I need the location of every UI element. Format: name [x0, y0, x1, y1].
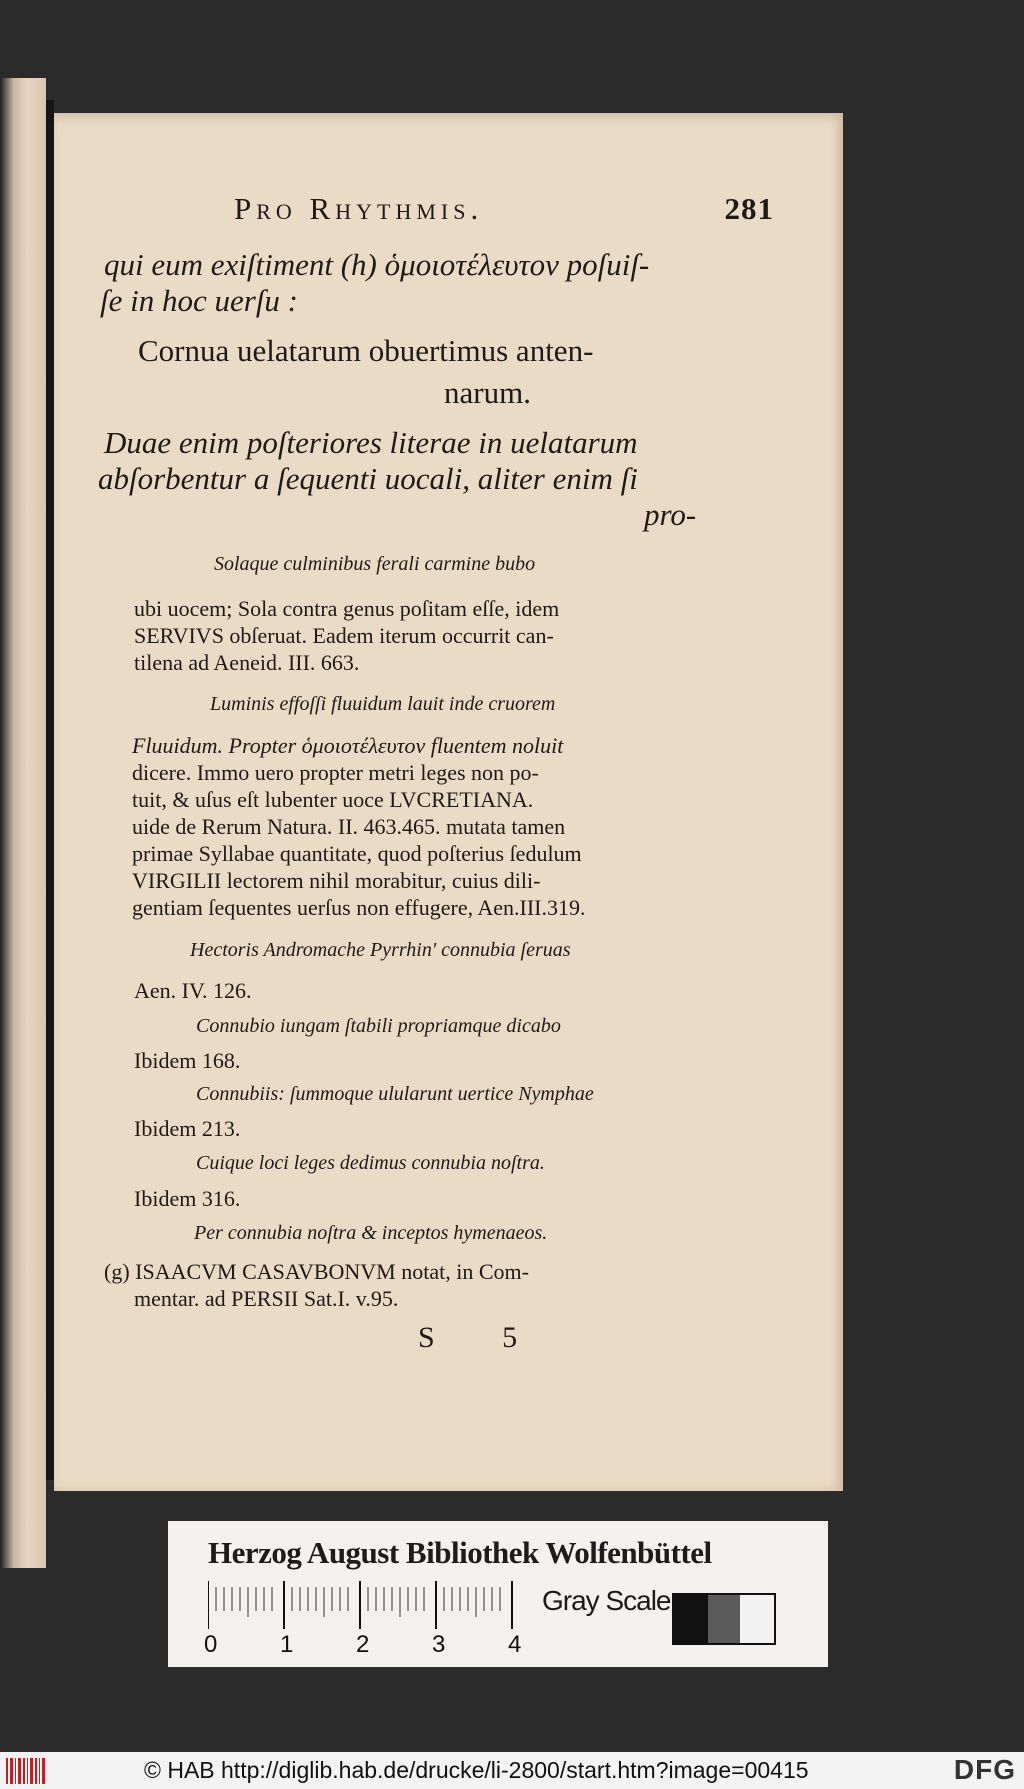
ruler-scale	[208, 1581, 548, 1629]
gray-swatch	[674, 1595, 708, 1643]
gray-swatch	[708, 1595, 740, 1643]
gray-scale-swatches	[672, 1593, 776, 1645]
note-line: Fluuidum. Propter ὁμοιοτέλευτον fluentem noluit	[132, 733, 564, 758]
note-line: Hectoris Andromache Pyrrhin' connubia ſeruas	[190, 939, 571, 961]
page-number: 281	[724, 191, 774, 226]
copyright-bar	[0, 1752, 1024, 1789]
note-line: Luminis effoſſi fluuidum lauit inde cruorem	[210, 693, 556, 715]
facing-page-edge	[0, 78, 46, 1568]
ruler-number: 1	[280, 1631, 294, 1658]
library-name: Herzog August Bibliothek Wolfenbüttel	[208, 1535, 712, 1570]
note-line: Ibidem 168.	[134, 1048, 241, 1073]
header-title: Pro Rhythmis.	[234, 191, 484, 226]
note-line: Aen. IV. 126.	[134, 978, 252, 1003]
main-line: ſe in hoc uerſu :	[100, 283, 299, 318]
note-line: dicere. Immo uero propter metri leges non po-	[132, 760, 539, 785]
note-line: (g) ISAACVM CASAVBONVM notat, in Com-	[104, 1259, 529, 1284]
main-line: Duae enim poſteriores literae in uelatarum	[104, 425, 638, 460]
barcode-icon	[6, 1758, 46, 1784]
note-line: gentiam ſequentes uerſus non effugere, Aen.III.319.	[132, 895, 586, 920]
note-line: Ibidem 316.	[134, 1186, 241, 1211]
signature-mark: S 5	[418, 1321, 548, 1354]
note-line: Ibidem 213.	[134, 1116, 241, 1141]
library-color-card	[168, 1521, 828, 1667]
note-line: Connubiis: ſummoque ulularunt uertice Nymphae	[196, 1083, 594, 1105]
note-line: Solaque culminibus ferali carmine bubo	[214, 553, 536, 575]
ruler-numbers	[204, 1631, 564, 1661]
copyright-link[interactable]: © HAB http://diglib.hab.de/drucke/li-2800/start.htm?image=00415	[144, 1757, 809, 1783]
note-line: Cuique loci leges dedimus connubia noſtra.	[196, 1152, 545, 1174]
note-line: VIRGILII lectorem nihil morabitur, cuius dili-	[132, 868, 541, 893]
running-header	[234, 191, 774, 231]
note-line: uide de Rerum Natura. II. 463.465. mutata tamen	[132, 814, 566, 839]
note-line: tilena ad Aeneid. III. 663.	[134, 650, 360, 675]
dfg-logo: DFG	[953, 1754, 1016, 1785]
ruler-number: 2	[356, 1631, 370, 1658]
gray-swatch	[740, 1595, 774, 1643]
gray-scale-label: Gray Scale	[542, 1585, 671, 1616]
note-line: SERVIVS obſeruat. Eadem iterum occurrit can-	[134, 623, 554, 648]
main-line: Cornua uelatarum obuertimus anten-	[138, 333, 594, 368]
ruler-number: 4	[508, 1631, 522, 1658]
ruler-number: 0	[204, 1631, 218, 1658]
ruler-number: 3	[432, 1631, 446, 1658]
main-line: qui eum exiſtiment (h) ὁμοιοτέλευτον poſuiſ-	[104, 247, 650, 282]
note-line: primae Syllabae quantitate, quod poſterius ſedulum	[132, 841, 582, 866]
book-page	[54, 113, 843, 1491]
note-line: Per connubia noſtra & inceptos hymenaeos.	[194, 1222, 548, 1244]
note-line: Connubio iungam ſtabili propriamque dicabo	[196, 1015, 561, 1037]
main-line: abſorbentur a ſequenti uocali, aliter enim ſi	[98, 461, 638, 496]
binding-shadow	[46, 100, 54, 1480]
main-line: narum.	[444, 375, 531, 410]
note-line: tuit, & uſus eſt lubenter uoce LVCRETIANA.	[132, 787, 534, 812]
main-line: pro-	[644, 497, 697, 532]
note-line: ubi uocem; Sola contra genus poſitam eſſe, idem	[134, 596, 560, 621]
note-line: mentar. ad PERSII Sat.I. v.95.	[134, 1286, 399, 1311]
